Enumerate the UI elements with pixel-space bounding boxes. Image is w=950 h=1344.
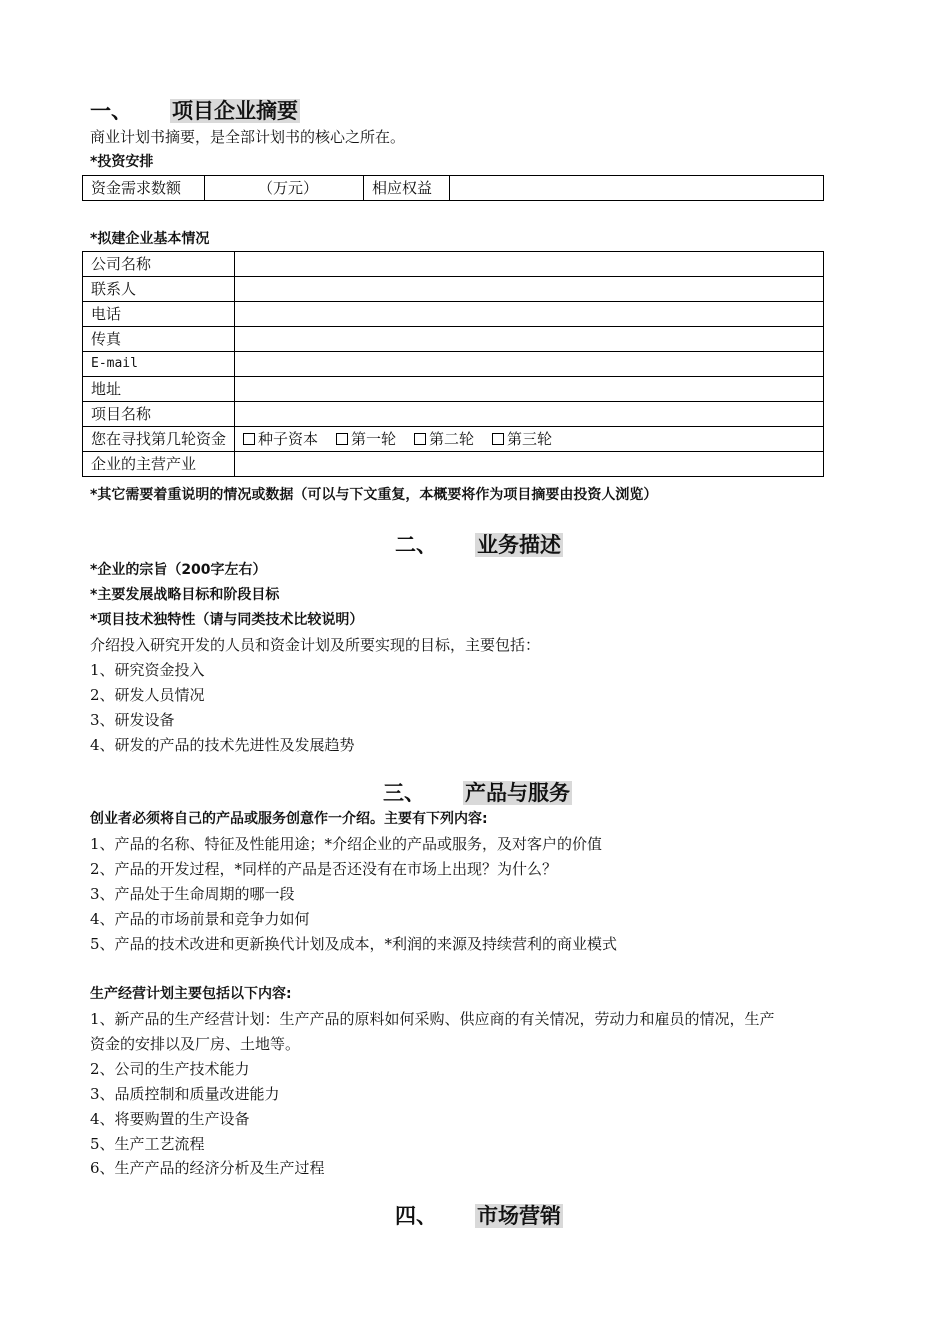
funding-amount-field[interactable]: （万元） <box>205 176 364 201</box>
round-option-first[interactable]: 第一轮 <box>336 430 396 448</box>
list-item: 1、新产品的生产经营计划：生产产品的原料如何采购、供应商的有关情况，劳动力和雇员的情况，生产 <box>90 1010 775 1028</box>
strategy-heading: *主要发展战略目标和阶段目标 <box>90 587 280 603</box>
table-row <box>83 452 824 477</box>
company-name-field[interactable] <box>235 252 824 277</box>
company-name-label: 公司名称 <box>83 252 235 277</box>
section-1-number: 一、 <box>90 99 132 123</box>
list-item: 5、生产工艺流程 <box>90 1135 205 1153</box>
funding-amount-label: 资金需求数额 <box>83 176 205 201</box>
table-row <box>83 402 824 427</box>
section-3-title: 产品与服务 <box>465 781 570 805</box>
list-item: 6、生产产品的经济分析及生产过程 <box>90 1159 325 1177</box>
section-4-heading <box>395 1202 563 1230</box>
section-4-number: 四、 <box>395 1204 437 1228</box>
equity-label: 相应权益 <box>364 176 450 201</box>
section-1-heading <box>90 97 300 125</box>
email-field[interactable] <box>235 352 824 377</box>
basic-info-heading: *拟建企业基本情况 <box>90 231 210 247</box>
list-item: 4、将要购置的生产设备 <box>90 1110 250 1128</box>
list-item: 4、产品的市场前景和竞争力如何 <box>90 910 310 928</box>
equity-field[interactable] <box>450 176 824 201</box>
table-row <box>83 252 824 277</box>
investment-table <box>82 175 824 201</box>
project-name-field[interactable] <box>235 402 824 427</box>
list-item: 2、产品的开发过程，*同样的产品是否还没有在市场上出现？为什么？ <box>90 860 558 878</box>
list-item: 1、产品的名称、特征及性能用途；*介绍企业的产品或服务，及对客户的价值 <box>90 835 603 853</box>
address-field[interactable] <box>235 377 824 402</box>
table-row <box>83 302 824 327</box>
table-row <box>83 377 824 402</box>
checkbox-icon[interactable] <box>336 433 348 445</box>
list-item: 5、产品的技术改进和更新换代计划及成本，*利润的来源及持续营利的商业模式 <box>90 935 618 953</box>
other-note: *其它需要着重说明的情况或数据（可以与下文重复，本概要将作为项目摘要由投资人浏览） <box>90 487 658 503</box>
production-heading: 生产经营计划主要包括以下内容: <box>90 986 292 1002</box>
round-option-seed[interactable]: 种子资本 <box>243 430 318 448</box>
project-name-label: 项目名称 <box>83 402 235 427</box>
tech-heading: *项目技术独特性（请与同类技术比较说明） <box>90 612 364 628</box>
list-item-continuation: 资金的安排以及厂房、土地等。 <box>90 1035 301 1053</box>
main-industry-field[interactable] <box>235 452 824 477</box>
fax-label: 传真 <box>83 327 235 352</box>
list-item: 3、研发设备 <box>90 711 175 729</box>
investment-heading: *投资安排 <box>90 154 154 170</box>
checkbox-icon[interactable] <box>414 433 426 445</box>
contact-label: 联系人 <box>83 277 235 302</box>
section-3-number: 三、 <box>383 781 425 805</box>
section-2-number: 二、 <box>395 533 437 557</box>
phone-label: 电话 <box>83 302 235 327</box>
section-4-title: 市场营销 <box>477 1204 561 1228</box>
round-option-second[interactable]: 第二轮 <box>414 430 474 448</box>
basic-info-table <box>82 251 824 477</box>
table-row <box>83 352 824 377</box>
list-item: 4、研发的产品的技术先进性及发展趋势 <box>90 736 355 754</box>
list-item: 3、产品处于生命周期的哪一段 <box>90 885 295 903</box>
summary-intro: 商业计划书摘要，是全部计划书的核心之所在。 <box>90 128 406 146</box>
section-3-heading <box>383 779 572 807</box>
list-item: 介绍投入研究开发的人员和资金计划及所要实现的目标，主要包括： <box>90 636 541 654</box>
funding-round-options <box>235 427 824 452</box>
round-option-third[interactable]: 第三轮 <box>492 430 552 448</box>
list-item: 3、品质控制和质量改进能力 <box>90 1085 280 1103</box>
list-item: 2、公司的生产技术能力 <box>90 1060 250 1078</box>
section-1-title: 项目企业摘要 <box>172 99 298 123</box>
email-label: E-mail <box>83 352 235 377</box>
checkbox-icon[interactable] <box>243 433 255 445</box>
list-item: 1、研究资金投入 <box>90 661 205 679</box>
fax-field[interactable] <box>235 327 824 352</box>
mission-heading: *企业的宗旨（200字左右） <box>90 562 267 578</box>
table-row <box>83 427 824 452</box>
funding-round-label: 您在寻找第几轮资金 <box>83 427 235 452</box>
list-item: 2、研发人员情况 <box>90 686 205 704</box>
product-intro: 创业者必须将自己的产品或服务创意作一介绍。主要有下列内容: <box>90 811 488 827</box>
checkbox-icon[interactable] <box>492 433 504 445</box>
main-industry-label: 企业的主营产业 <box>83 452 235 477</box>
table-row <box>83 277 824 302</box>
address-label: 地址 <box>83 377 235 402</box>
table-row <box>83 327 824 352</box>
phone-field[interactable] <box>235 302 824 327</box>
contact-field[interactable] <box>235 277 824 302</box>
section-2-heading <box>395 531 563 559</box>
section-2-title: 业务描述 <box>477 533 561 557</box>
